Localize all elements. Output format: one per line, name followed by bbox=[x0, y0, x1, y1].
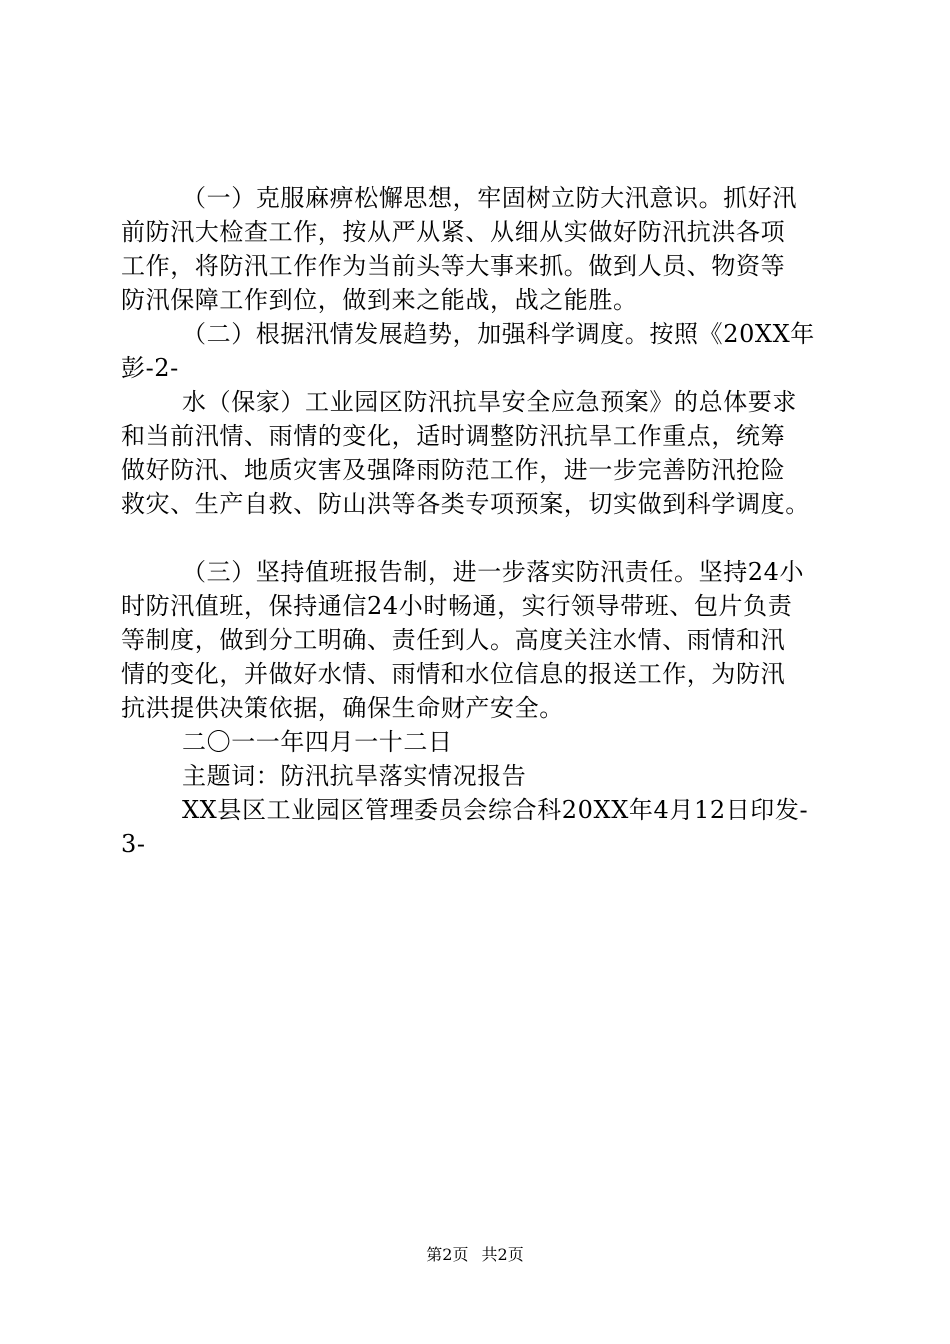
paragraph-2-line-4: 做好防汛、地质灾害及强降雨防范工作，进一步完善防汛抢险 bbox=[121, 456, 786, 484]
paragraph-1-line-2: 前防汛大检查工作，按从严从紧、从细从实做好防汛抗洪各项 bbox=[121, 218, 786, 246]
subject-line: 主题词：防汛抗旱落实情况报告 bbox=[182, 762, 527, 790]
paragraph-1-line-4: 防汛保障工作到位，做到来之能战，战之能胜。 bbox=[121, 286, 638, 314]
paragraph-1-line-1: （一）克服麻痹松懈思想，牢固树立防大汛意识。抓好汛 bbox=[182, 184, 797, 212]
paragraph-2-line-3: 和当前汛情、雨情的变化，适时调整防汛抗旱工作重点，统筹 bbox=[121, 422, 786, 450]
paragraph-3-line-4: 情的变化，并做好水情、雨情和水位信息的报送工作，为防汛 bbox=[121, 660, 786, 688]
page-number-marker: 3- bbox=[121, 830, 146, 858]
paragraph-3-line-5: 抗洪提供决策依据，确保生命财产安全。 bbox=[121, 694, 564, 722]
footer-page-total: 共2页 bbox=[481, 1245, 524, 1264]
date-line: 二〇一一年四月一十二日 bbox=[182, 728, 453, 756]
paragraph-2-line-5: 救灾、生产自救、防山洪等各类专项预案，切实做到科学调度。 bbox=[121, 490, 810, 518]
page-break-marker: 彭-2- bbox=[121, 354, 179, 382]
paragraph-3-line-2: 时防汛值班，保持通信24小时畅通，实行领导带班、包片负责 bbox=[121, 592, 793, 620]
issuer-line: XX县区工业园区管理委员会综合科20XX年4月12日印发- bbox=[182, 796, 809, 824]
footer-page-current: 第2页 bbox=[426, 1245, 469, 1264]
paragraph-3-line-1: （三）坚持值班报告制，进一步落实防汛责任。坚持24小 bbox=[182, 558, 805, 586]
paragraph-2-line-2: 水（保家）工业园区防汛抗旱安全应急预案》的总体要求 bbox=[182, 388, 797, 416]
paragraph-1-line-3: 工作，将防汛工作作为当前头等大事来抓。做到人员、物资等 bbox=[121, 252, 786, 280]
paragraph-2-line-1: （二）根据汛情发展趋势，加强科学调度。按照《20XX年 bbox=[182, 320, 815, 348]
paragraph-3-line-3: 等制度，做到分工明确、责任到人。高度关注水情、雨情和汛 bbox=[121, 626, 786, 654]
page-footer bbox=[0, 1244, 950, 1266]
